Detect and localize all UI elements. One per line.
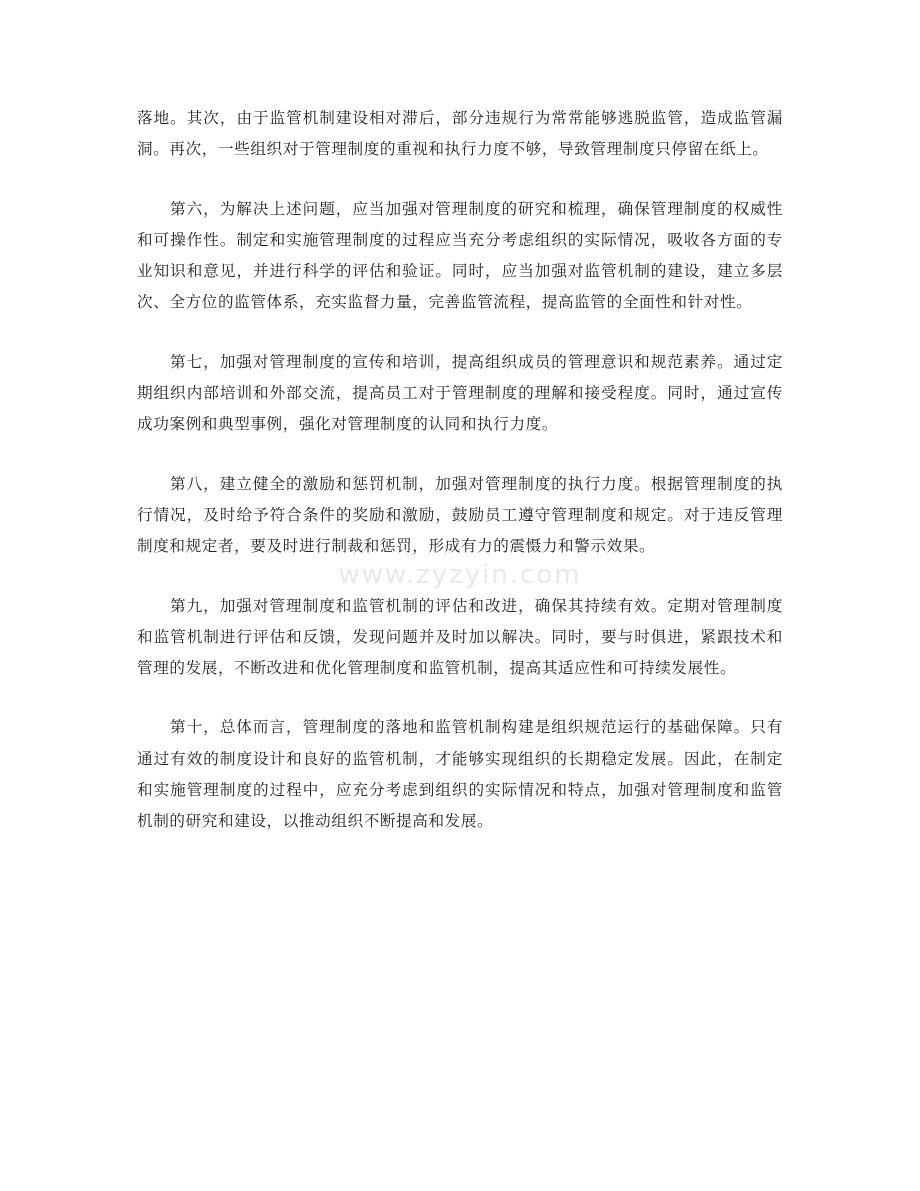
paragraph-ninth: 第九，加强对管理制度和监管机制的评估和改进，确保其持续有效。定期对管理制度和监管机制进行评估和反馈，发现问题并及时加以解决。同时，要与时俱进，紧跟技术和管理的发展，不断改进和优化管理制度和监管机制，提高其适应性和可持续发展性。 [137, 596, 783, 678]
paragraph-continuation: 落地。其次，由于监管机制建设相对滞后，部分违规行为常常能够逃脱监管，造成监管漏洞。再次，一些组织对于管理制度的重视和执行力度不够，导致管理制度只停留在纸上。 [137, 109, 783, 159]
document-body [137, 103, 783, 866]
paragraph-tenth: 第十，总体而言，管理制度的落地和监管机制构建是组织规范运行的基础保障。只有通过有效的制度设计和良好的监管机制，才能够实现组织的长期稳定发展。因此，在制定和实施管理制度的过程中，应充分考虑到组织的实际情况和特点，加强对管理制度和监管机制的研究和建设，以推动组织不断提高和发展。 [137, 718, 783, 831]
watermark: www.zyzyin.com [338, 560, 582, 590]
paragraph-seventh: 第七，加强对管理制度的宣传和培训，提高组织成员的管理意识和规范素养。通过定期组织内部培训和外部交流，提高员工对于管理制度的理解和接受程度。同时，通过宣传成功案例和典型事例，强化对管理制度的认同和执行力度。 [137, 352, 783, 434]
paragraph-eighth: 第八，建立健全的激励和惩罚机制，加强对管理制度的执行力度。根据管理制度的执行情况，及时给予符合条件的奖励和激励，鼓励员工遵守管理制度和规定。对于违反管理制度和规定者，要及时进行制裁和惩罚，形成有力的震慑力和警示效果。 [137, 474, 783, 556]
paragraph-sixth: 第六，为解决上述问题，应当加强对管理制度的研究和梳理，确保管理制度的权威性和可操作性。制定和实施管理制度的过程应当充分考虑组织的实际情况，吸收各方面的专业知识和意见，并进行科学的评估和验证。同时，应当加强对监管机制的建设，建立多层次、全方位的监管体系，充实监督力量，完善监管流程，提高监管的全面性和针对性。 [137, 199, 783, 312]
